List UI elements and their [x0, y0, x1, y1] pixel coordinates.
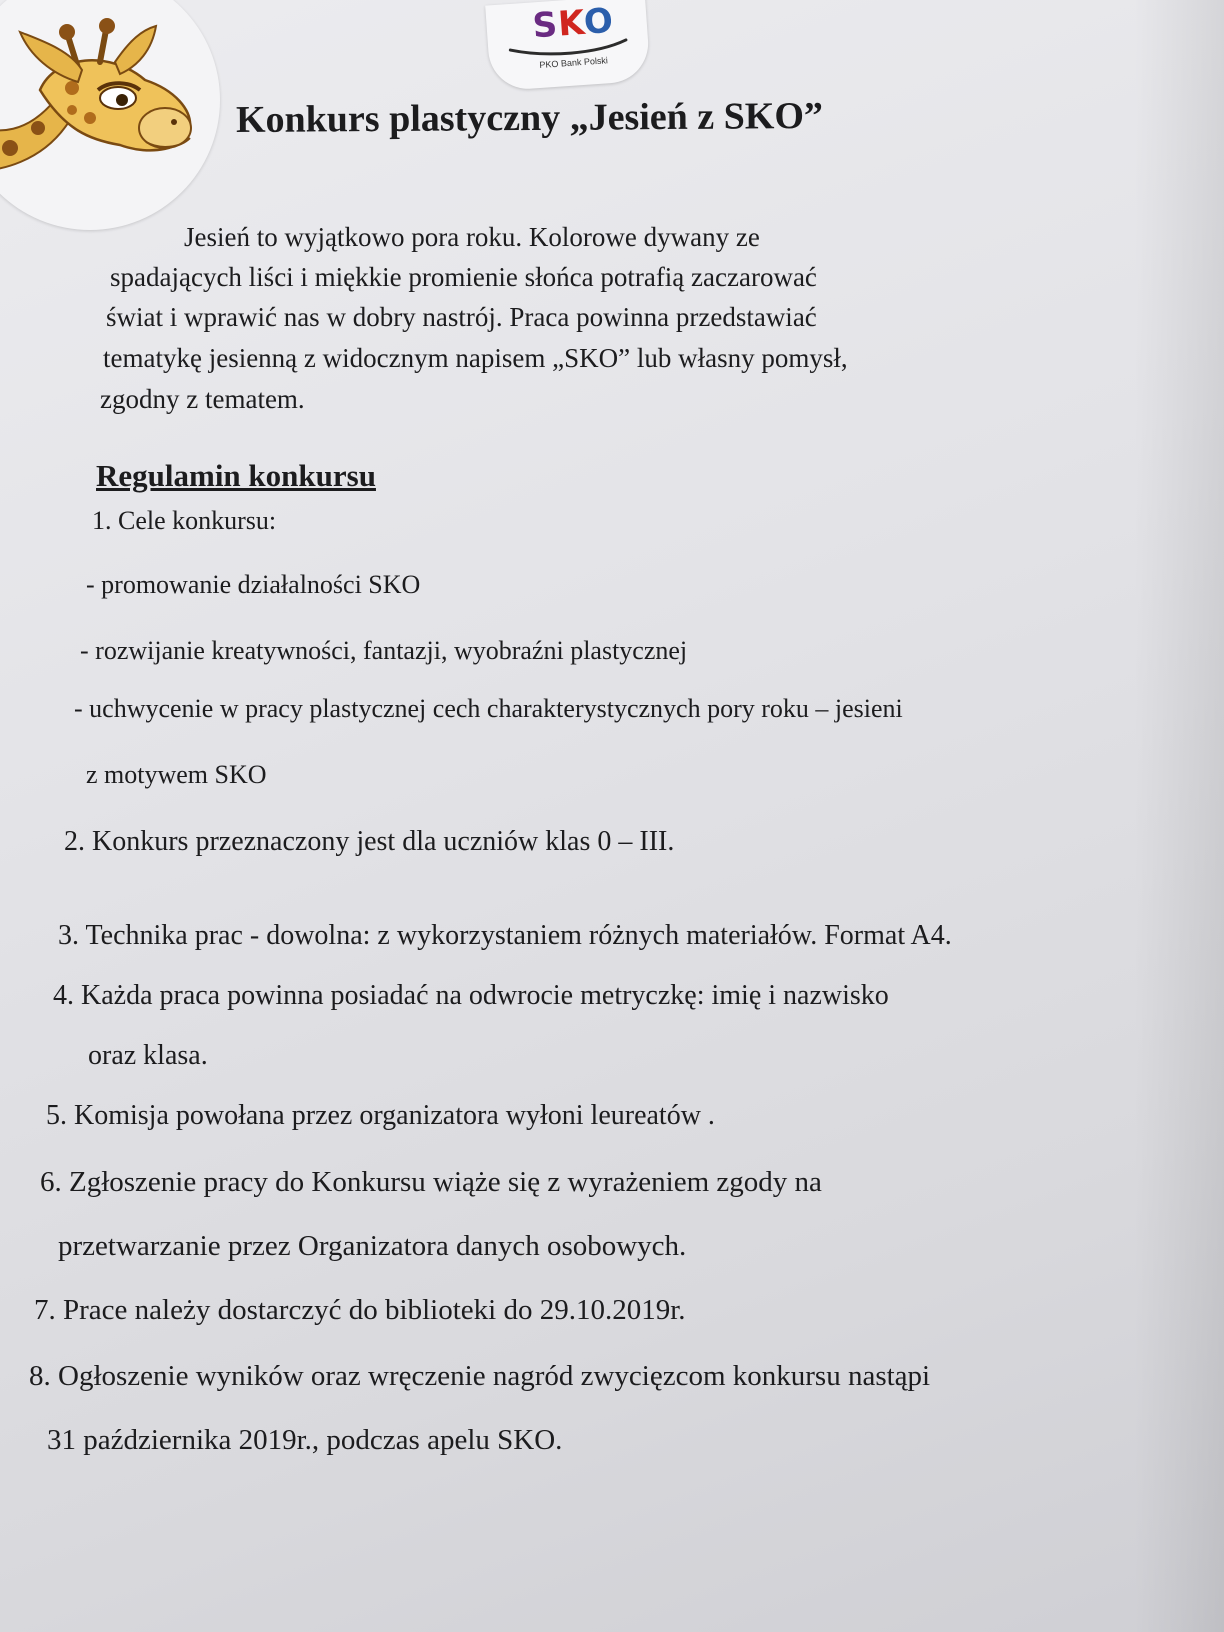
sko-logo-sticker [485, 0, 651, 91]
rule-line-7: 3. Technika prac - dowolna: z wykorzystaniem różnych materiałów. Format A4. [58, 920, 952, 951]
rule-line-3: - rozwijanie kreatywności, fantazji, wyobraźni plastycznej [80, 636, 688, 665]
rule-line-5: z motywem SKO [86, 760, 267, 789]
rule-line-13: 7. Prace należy dostarczyć do biblioteki do 29.10.2019r. [34, 1294, 686, 1326]
logo-bank-name: PKO Bank Polski [539, 55, 609, 71]
rule-line-6: 2. Konkurs przeznaczony jest dla uczniów klas 0 – III. [64, 826, 675, 857]
rule-line-12: przetwarzanie przez Organizatora danych osobowych. [58, 1230, 687, 1262]
regulations-heading: Regulamin konkursu [96, 458, 376, 493]
logo-letter-k: K [556, 2, 586, 45]
rule-line-9: oraz klasa. [88, 1040, 208, 1071]
giraffe-icon [0, 0, 220, 230]
rule-line-4: - uchwycenie w pracy plastycznej cech charakterystycznych pory roku – jesieni [74, 694, 903, 723]
logo-letter-o: O [582, 0, 616, 43]
intro-line-4: tematykę jesienną z widocznym napisem „SKO” lub własny pomysł, [103, 343, 848, 373]
logo-letter-s: S [531, 4, 560, 47]
intro-line-3: świat i wprawić nas w dobry nastrój. Praca powinna przedstawiać [106, 302, 817, 332]
giraffe-mascot-sticker [0, 0, 220, 230]
rule-line-14: 8. Ogłoszenie wyników oraz wręczenie nagród zwycięzcom konkursu nastąpi [29, 1360, 931, 1392]
intro-line-1: Jesień to wyjątkowo pora roku. Kolorowe dywany ze [184, 222, 760, 252]
rule-line-11: 6. Zgłoszenie pracy do Konkursu wiąże się z wyrażeniem zgody na [40, 1166, 822, 1198]
document-title: Konkurs plastyczny „Jesień z SKO” [235, 94, 824, 142]
intro-line-5: zgodny z tematem. [100, 384, 305, 414]
intro-line-2: spadających liści i miękkie promienie słońca potrafią zaczarować [110, 262, 817, 292]
rule-line-1: 1. Cele konkursu: [92, 506, 277, 535]
rule-line-10: 5. Komisja powołana przez organizatora wyłoni leureatów . [46, 1100, 715, 1131]
rule-line-15: 31 października 2019r., podczas apelu SKO. [47, 1424, 563, 1456]
rule-line-2: - promowanie działalności SKO [86, 570, 421, 599]
rule-line-8: 4. Każda praca powinna posiadać na odwrocie metryczkę: imię i nazwisko [53, 980, 889, 1011]
